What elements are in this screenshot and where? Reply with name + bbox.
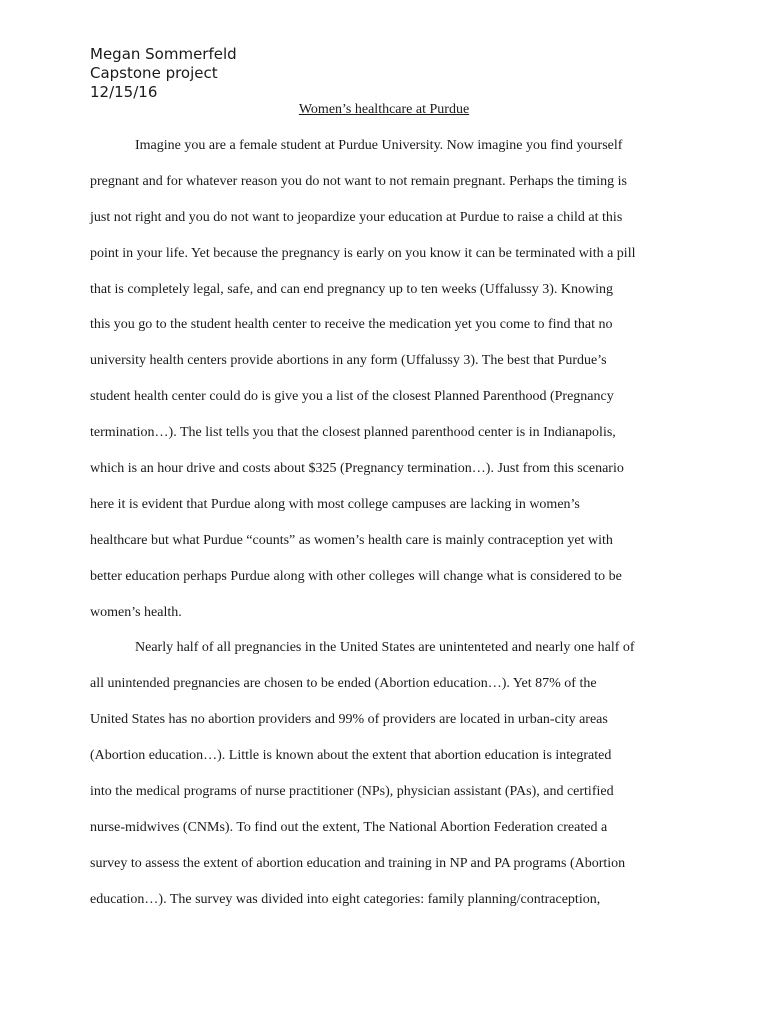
paragraph-line: women’s health. (90, 604, 182, 620)
document-header (90, 45, 237, 102)
document-date: 12/15/16 (90, 83, 158, 101)
paragraph-line: nurse-midwives (CNMs). To find out the extent, The National Abortion Federation created a (90, 819, 608, 835)
paragraph-line: Nearly half of all pregnancies in the United States are unintenteted and nearly one half of (135, 640, 635, 656)
document-title-container (0, 101, 768, 119)
course-name: Capstone project (90, 64, 218, 82)
paragraph-line: United States has no abortion providers and 99% of providers are located in urban-city areas (90, 712, 608, 728)
paragraph-line: (Abortion education…). Little is known about the extent that abortion education is integrated (90, 748, 612, 764)
paragraph-line: education…). The survey was divided into eight categories: family planning/contraception, (90, 891, 601, 907)
paragraph-line: just not right and you do not want to jeopardize your education at Purdue to raise a child at this (90, 209, 623, 225)
paragraph-line: healthcare but what Purdue “counts” as women’s health care is mainly contraception yet with (90, 532, 613, 548)
paragraph-line: this you go to the student health center to receive the medication yet you come to find that no (90, 317, 613, 333)
paragraph-line: university health centers provide abortions in any form (Uffalussy 3). The best that Purdue’s (90, 353, 607, 369)
paragraph-line: Imagine you are a female student at Purdue University. Now imagine you find yourself (135, 138, 623, 153)
paragraph-line: student health center could do is give you a list of the closest Planned Parenthood (Pregnancy (90, 389, 614, 405)
paragraph-line: all unintended pregnancies are chosen to be ended (Abortion education…). Yet 87% of the (90, 676, 597, 692)
paragraph-line: here it is evident that Purdue along with most college campuses are lacking in women’s (90, 496, 580, 512)
author-name: Megan Sommerfeld (90, 45, 237, 63)
paragraph-line: better education perhaps Purdue along with other colleges will change what is considered to be (90, 568, 622, 584)
paragraph-line: pregnant and for whatever reason you do not want to not remain pregnant. Perhaps the timing is (90, 173, 627, 189)
paragraph-line: survey to assess the extent of abortion education and training in NP and PA programs (Abortion (90, 855, 626, 871)
document-title: Women’s healthcare at Purdue (298, 102, 470, 117)
paragraph-line: that is completely legal, safe, and can end pregnancy up to ten weeks (Uffalussy 3). Knowing (90, 281, 614, 297)
paragraph-line: termination…). The list tells you that the closest planned parenthood center is in Indianapolis, (90, 425, 616, 441)
paragraph-line: point in your life. Yet because the pregnancy is early on you know it can be terminated with a pill (90, 245, 636, 261)
document-body (90, 136, 682, 926)
paragraph-line: into the medical programs of nurse practitioner (NPs), physician assistant (PAs), and certified (90, 784, 614, 800)
paragraph-line: which is an hour drive and costs about $325 (Pregnancy termination…). Just from this scenario (90, 461, 624, 477)
